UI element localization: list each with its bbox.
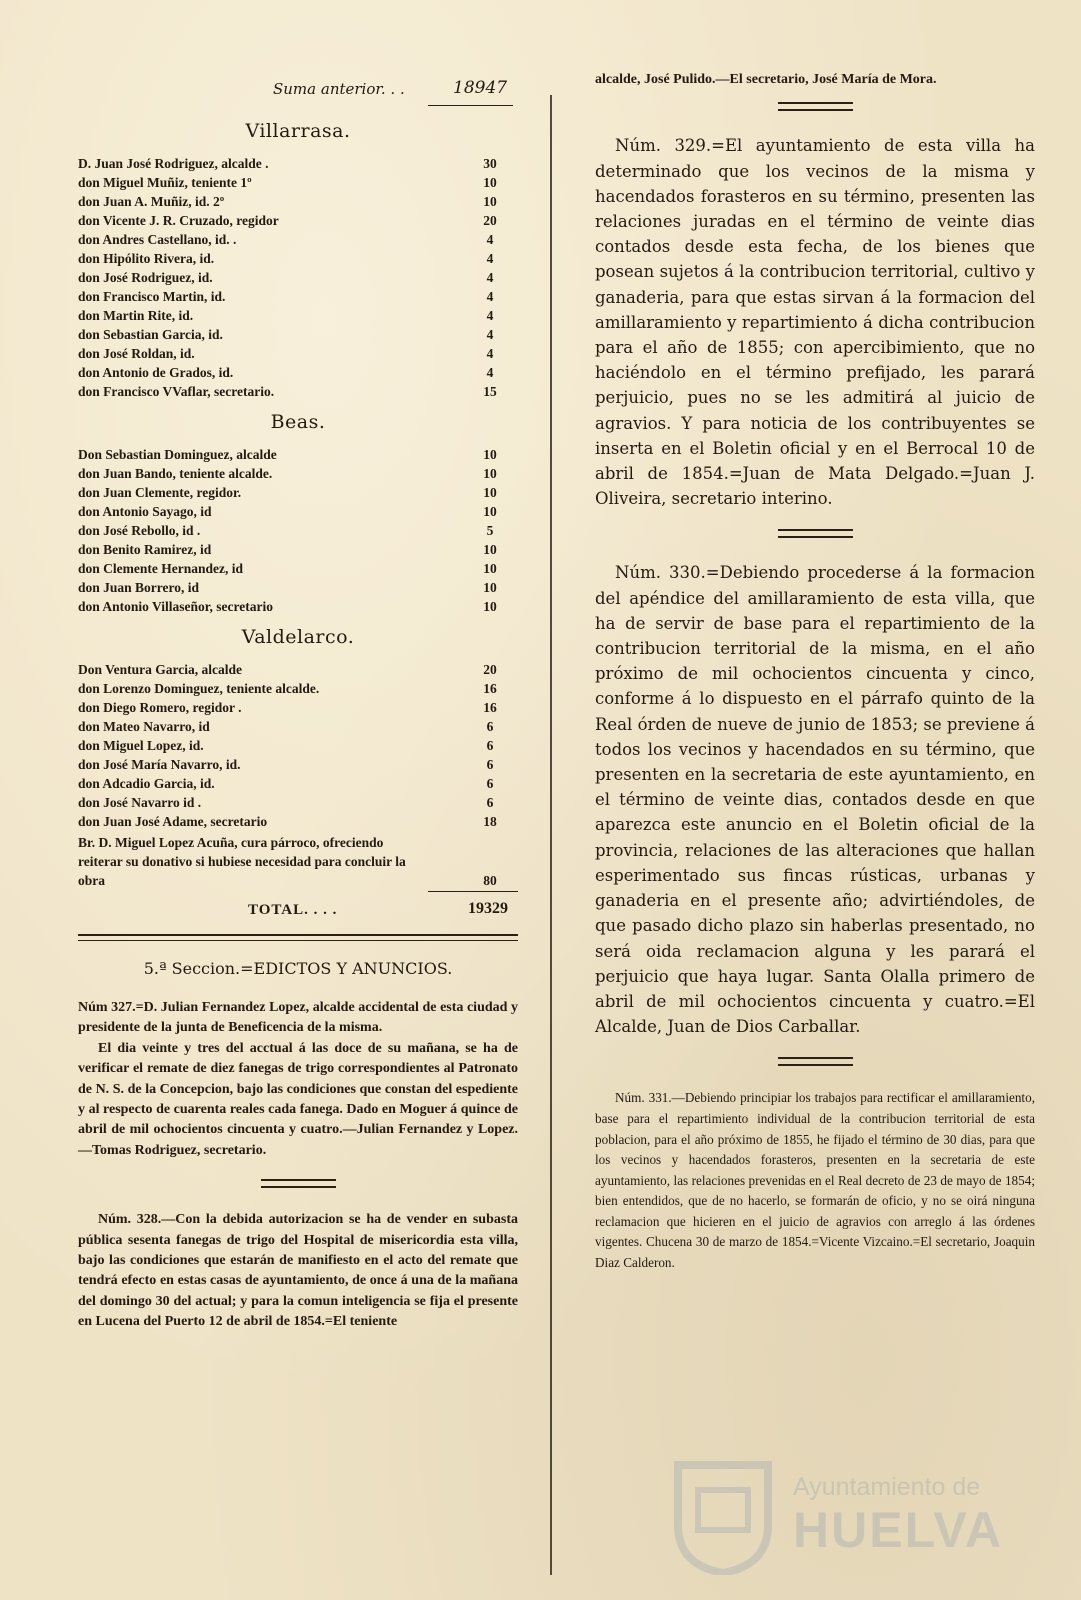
town-heading: Valdelarco. [241,626,355,648]
donor-row [78,559,518,578]
donor-name: don José Rebollo, id . [78,523,201,538]
donor-amount: 4 [486,232,494,247]
edict-330-text: Núm. 330.=Debiendo procederse á la formacion del apéndice del amillaramiento de esta villa, que ha de servir de base para el repartimiento de la contribucion territorial de la misma, en el año próximo de mil ochocientos cincuenta y cinco, conforme á lo dispuesto en el párrafo quinto de la Real órden de nueve de junio de 1853; se previene á todos los vecinos y hacendados en su término, que presenten en la secretaria de este ayuntamiento, en el término de veinte dias, contados desde en que aparezca este anuncio en el Boletin oficial de la provincia, relaciones de las alteraciones que hallan esperimentado sus fincas rústicas, urbanas y ganaderia en el presente año; advirtiéndoles, de que pasado dicho plazo sin haberlas presentado, no será oida reclamacion alguna y les parará el perjuicio que haya lugar. Santa Olalla primero de abril de mil ochocientos cincuenta y cuatro.=El Alcalde, Juan de Dios Carballar. [595,563,1035,1037]
donor-row [78,306,518,325]
donor-name: don Clemente Hernandez, id [78,561,243,576]
town-heading: Villarrasa. [245,120,351,142]
left-column [78,70,518,1333]
donor-name: don José Rodriguez, id. [78,270,213,285]
donor-amount: 4 [486,308,494,323]
donor-row [78,578,518,597]
donor-row [78,211,518,230]
edict-329 [595,133,1035,511]
donor-list [78,445,518,616]
donor-amount: 6 [486,719,494,734]
donor-amount: 10 [483,599,497,614]
donor-row [78,268,518,287]
town-heading: Beas. [270,411,326,433]
donor-name: don Juan Bando, teniente alcalde. [78,466,273,481]
sum-underline [428,105,513,106]
donor-row [78,445,518,464]
edict-separator [778,1057,853,1066]
section-heading: 5.ª Seccion.=EDICTOS Y ANUNCIOS. [143,959,453,978]
donor-name: don José Roldan, id. [78,346,195,361]
donor-name: don José Navarro id . [78,795,202,810]
cura-entry [78,833,518,890]
donor-row [78,736,518,755]
donor-row [78,249,518,268]
donor-amount: 20 [483,213,497,228]
donor-name: don Diego Romero, regidor . [78,700,242,715]
donor-amount: 4 [486,251,494,266]
donor-row [78,173,518,192]
donor-amount: 4 [486,270,494,285]
donor-row [78,521,518,540]
donor-amount: 4 [486,346,494,361]
donor-amount: 4 [486,365,494,380]
donor-amount: 6 [486,757,494,772]
edict-328-continuation: alcalde, José Pulido.—El secretario, José María de Mora. [595,72,937,87]
donor-amount: 10 [483,580,497,595]
donor-list [78,154,518,401]
donor-name: don Juan A. Muñiz, id. 2º [78,194,225,209]
donor-name: don Juan Borrero, id [78,580,200,595]
donor-amount: 5 [486,523,494,538]
donor-amount: 20 [483,662,497,677]
donor-name: don Lorenzo Dominguez, teniente alcalde. [78,681,320,696]
donor-amount: 30 [483,156,497,171]
donor-row [78,597,518,616]
donor-row [78,382,518,401]
donor-row [78,287,518,306]
donor-row [78,154,518,173]
donor-amount: 6 [486,776,494,791]
section-divider [78,934,518,941]
total-label: TOTAL. . . . [248,902,338,918]
watermark-line1: Ayuntamiento de [793,1473,981,1501]
donor-amount: 4 [486,327,494,342]
donor-row [78,363,518,382]
donor-name: don Juan Clemente, regidor. [78,485,242,500]
donor-name: don Hipólito Rivera, id. [78,251,215,266]
donor-name: don Martin Rite, id. [78,308,194,323]
right-column [595,70,1035,1274]
donor-amount: 6 [486,795,494,810]
total-row [78,890,518,930]
donor-row [78,793,518,812]
donor-name: don Francisco Martin, id. [78,289,226,304]
column-divider [550,95,552,1575]
coat-of-arms-icon [668,1455,778,1575]
donor-row [78,464,518,483]
donor-list [78,660,518,831]
cura-text: Br. D. Miguel Lopez Acuña, cura párroco, ofreciendo reiterar su donativo si hubiese necesidad para concluir la obra [78,835,406,888]
donor-amount: 6 [486,738,494,753]
donor-amount: 15 [483,384,497,399]
total-value: 19329 [468,900,508,917]
donor-row [78,540,518,559]
donor-amount: 10 [483,466,497,481]
huelva-watermark [668,1455,1008,1585]
edict-separator [778,529,853,538]
edict-331 [595,1088,1035,1273]
donor-row [78,502,518,521]
donor-name: don Miguel Lopez, id. [78,738,204,753]
edict-329-text: Núm. 329.=El ayuntamiento de esta villa ha determinado que los vecinos de la misma y hacendados forasteros en su término, presenten las relaciones juradas en el término de veinte dias contados desde esta fecha, de los bienes que posean sujetos á la contribucion territorial, cultivo y ganaderia, para que estas sirvan á la formacion del amillaramiento y repartimiento á dicha contribucion para el año de 1855; con apercibimiento, que no haciéndolo en el término prefijado, les parará perjuicio, pues no se les admitirá al juicio de agravios. Y para noticia de los contribuyentes se inserta en el Boletin oficial y en el Berrocal 10 de abril de 1854.=Juan de Mata Delgado.=Juan J. Oliveira, secretario interino. [595,136,1035,509]
donor-row [78,717,518,736]
donor-row [78,192,518,211]
edict-separator [261,1179,336,1188]
donor-name: don Benito Ramirez, id [78,542,212,557]
edict-331-text: Núm. 331.—Debiendo principiar los trabajos para rectificar el amillaramiento, base para el repartimiento individual de la contribucion territorial de esta poblacion, para el año próximo de 1855, he fijado el término de 30 dias, para que los vecinos y hacendados forasteros, presenten en la secretaria de este ayuntamiento, las relaciones prevenidas en el Real decreto de 23 de mayo de 1854; bien entendidos, que de no hacerlo, se formarán de oficio, y no se oirá ninguna reclamacion que hicieren en el juicio de agravios con arreglo á las órdenes vigentes. Chucena 30 de marzo de 1854.=Vicente Vizcaino.=El secretario, Joaquin Diaz Calderon. [595,1090,1035,1271]
donor-amount: 10 [483,504,497,519]
donor-amount: 10 [483,561,497,576]
donor-amount: 16 [483,681,497,696]
donor-name: don Mateo Navarro, id [78,719,210,734]
donor-name: don Francisco VVaflar, secretario. [78,384,275,399]
donor-row [78,698,518,717]
edict-separator [778,102,853,111]
donor-amount: 10 [483,485,497,500]
running-sum-label: Suma anterior. . . [273,80,405,98]
donor-row [78,230,518,249]
donor-row [78,774,518,793]
edict-327-head: Núm 327.=D. Julian Fernandez Lopez, alcalde accidental de esta ciudad y presidente de la junta de Beneficencia de la misma. [78,1000,518,1036]
edict-330 [595,560,1035,1039]
donor-amount: 18 [483,814,497,829]
donor-amount: 10 [483,447,497,462]
donor-name: don Andres Castellano, id. . [78,232,237,247]
donor-amount: 10 [483,542,497,557]
edict-327-body: El dia veinte y tres del acctual á las doce de su mañana, se ha de verificar el remate de diez fanegas de trigo correspondientes al Patronato de N. S. de la Concepcion, bajo las condiciones que constan del espediente y al respecto de cuarenta reales cada fanega. Dado en Moguer á quince de abril de mil ochocientos cincuenta y cuatro.—Julian Fernandez y Lopez.—Tomas Rodriguez, secretario. [78,1040,518,1158]
donor-name: don Antonio de Grados, id. [78,365,234,380]
donor-name: don Miguel Muñiz, teniente 1º [78,175,252,190]
donor-amount: 4 [486,289,494,304]
donor-name: don Antonio Sayago, id [78,504,212,519]
donor-row [78,812,518,831]
donor-name: don Vicente J. R. Cruzado, regidor [78,213,279,228]
edict-327 [78,998,518,1161]
donor-name: D. Juan José Rodriguez, alcalde . [78,156,269,171]
running-sum-value: 18947 [453,78,508,98]
donor-row [78,325,518,344]
edict-328 [78,1210,518,1332]
donor-name: don Adcadio Garcia, id. [78,776,215,791]
donor-row [78,660,518,679]
donor-amount: 10 [483,175,497,190]
donor-name: don Juan José Adame, secretario [78,814,268,829]
donor-name: don Antonio Villaseñor, secretario [78,599,274,614]
cura-amount: 80 [483,873,497,888]
edict-328-text: Núm. 328.—Con la debida autorizacion se ha de vender en subasta pública sesenta fanegas de trigo del Hospital de misericordia esta villa, bajo las condiciones que estarán de manifiesto en el acto del remate que tendrá efecto en estas casas de ayuntamiento, de once á una de la mañana del domingo 30 del actual; y para la comun inteligencia se fija el presente en Lucena del Puerto 12 de abril de 1854.=El teniente [78,1212,518,1330]
donor-sections [78,120,518,831]
watermark-line2: HUELVA [793,1502,1004,1558]
donor-name: don José María Navarro, id. [78,757,241,772]
donor-row [78,679,518,698]
donor-row [78,344,518,363]
donor-name: Don Sebastian Dominguez, alcalde [78,447,277,462]
donor-amount: 16 [483,700,497,715]
donor-row [78,483,518,502]
donor-name: Don Ventura Garcia, alcalde [78,662,243,677]
donor-name: don Sebastian Garcia, id. [78,327,223,342]
donor-row [78,755,518,774]
donor-amount: 10 [483,194,497,209]
running-sum [78,70,518,110]
